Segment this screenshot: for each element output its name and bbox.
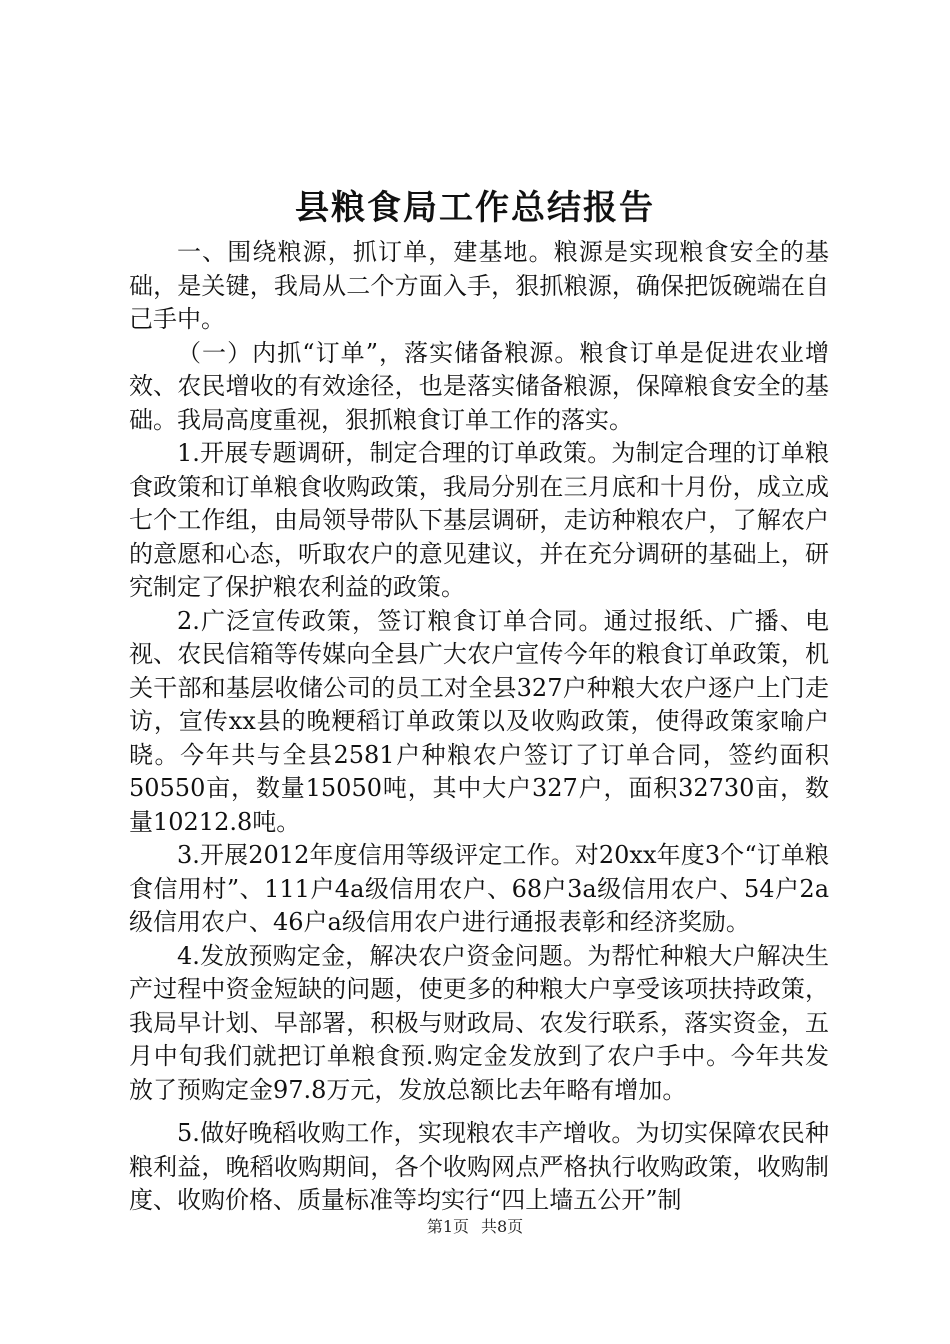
paragraph-intro: 一、围绕粮源，抓订单，建基地。粮源是实现粮食安全的基础，是关键，我局从二个方面入手，狠抓粮源，确保把饭碗端在自己手中。	[129, 238, 829, 333]
paragraph-item-5: 5.做好晚稻收购工作，实现粮农丰产增收。为切实保障农民种粮利益，晚稻收购期间，各个收购网点严格执行收购政策，收购制度、收购价格、质量标准等均实行“四上墙五公开”制	[129, 1119, 829, 1214]
document-body	[129, 236, 829, 1218]
page-footer	[0, 1216, 950, 1238]
page-total: 共8页	[481, 1217, 524, 1236]
page-number: 第1页	[426, 1217, 469, 1236]
paragraph-item-1: 1.开展专题调研，制定合理的订单政策。为制定合理的订单粮食政策和订单粮食收购政策，我局分别在三月底和十月份，成立成七个工作组，由局领导带队下基层调研，走访种粮农户，了解农户的意愿和心态，听取农户的意见建议，并在充分调研的基础上，研究制定了保护粮农利益的政策。	[129, 439, 829, 601]
document-title: 县粮食局工作总结报告	[295, 188, 655, 228]
paragraph-item-3: 3.开展2012年度信用等级评定工作。对20xx年度3个“订单粮食信用村”、111户4a级信用农户、68户3a级信用农户、54户2a级信用农户、46户a级信用农户进行通报表彰和经济奖励。	[129, 841, 829, 936]
paragraph-item-4: 4.发放预购定金，解决农户资金问题。为帮忙种粮大户解决生产过程中资金短缺的问题，使更多的种粮大户享受该项扶持政策，我局早计划、早部署，积极与财政局、农发行联系，落实资金，五月中旬我们就把订单粮食预.购定金发放到了农户手中。今年共发放了预购定金97.8万元，发放总额比去年略有增加。	[129, 941, 829, 1104]
paragraph-item-2: 2.广泛宣传政策，签订粮食订单合同。通过报纸、广播、电视、农民信箱等传媒向全县广大农户宣传今年的粮食订单政策，机关干部和基层收储公司的员工对全县327户种粮大农户逐户上门走访，宣传xx县的晚粳稻订单政策以及收购政策，使得政策家喻户晓。今年共与全县2581户种粮农户签订了订单合同，签约面积50550亩，数量15050吨，其中大户327户，面积32730亩，数量10212.8吨。	[129, 606, 829, 836]
paragraph-section-1: （一）内抓“订单”，落实储备粮源。粮食订单是促进农业增效、农民增收的有效途径，也是落实储备粮源，保障粮食安全的基础。我局高度重视，狠抓粮食订单工作的落实。	[129, 338, 829, 434]
